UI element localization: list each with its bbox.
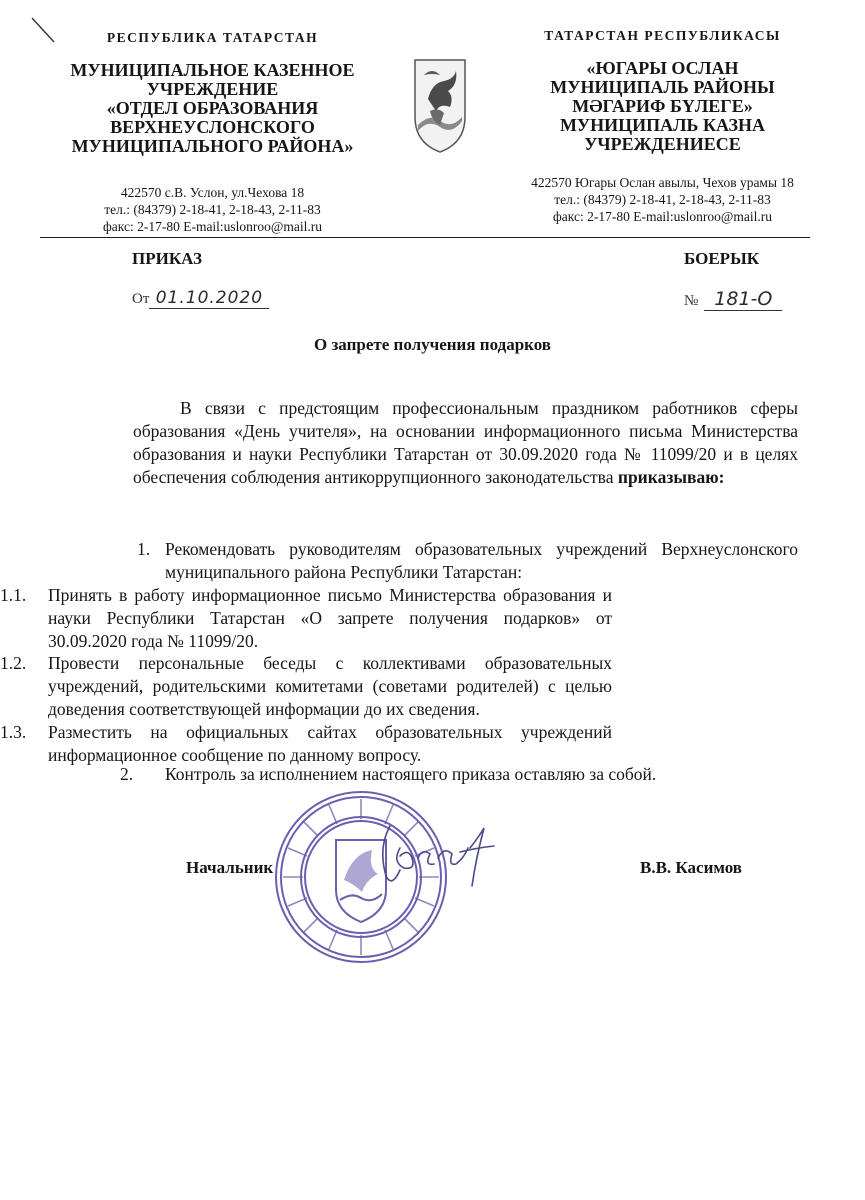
order-date [132, 288, 269, 309]
list-item-text: Контроль за исполнением настоящего приказа оставляю за собой. [165, 764, 657, 784]
preamble-text: В связи с предстоящим профессиональным праздником работников сферы образования «День учителя», на основании информационного письма Министерства образования и науки Республики Татарстан от 30.09.2020 года № 11099/20 и в целях обеспечения соблюдения антикоррупционного законодательства [133, 398, 798, 487]
list-item-text: Рекомендовать руководителям образовательных учреждений Верхнеуслонского муниципального района Республики Татарстан: [165, 539, 798, 582]
list-item-number: 2. [120, 764, 134, 784]
org-line: МӘГАРИФ БҮЛЕГЕ» [572, 96, 753, 116]
header-left [40, 30, 385, 235]
phone-line: тел.: (84379) 2-18-41, 2-18-43, 2-11-83 [104, 202, 321, 217]
sub-list-item [0, 721, 612, 767]
address-line: 422570 Югары Ослан авылы, Чехов урамы 18 [531, 175, 794, 190]
org-line: МУНИЦИПАЛЬНОГО РАЙОНА» [71, 136, 354, 156]
signer-role: Начальник [186, 858, 274, 877]
phone-line: тел.: (84379) 2-18-41, 2-18-43, 2-11-83 [554, 192, 771, 207]
fax-email-line: факс: 2-17-80 E-mail:uslonroo@mail.ru [553, 209, 772, 224]
list-item [120, 763, 798, 786]
sub-item-number: 1.2. [0, 653, 27, 673]
number-value: 181-О [704, 288, 782, 311]
republic-name-tt: ТАТАРСТАН РЕСПУБЛИКАСЫ [544, 28, 781, 43]
sub-list-item [0, 584, 612, 653]
org-name-tt [480, 59, 845, 154]
header-right [480, 28, 845, 225]
district-coat-of-arms-icon [410, 55, 470, 155]
org-line: УЧРЕЖДЕНИЕ [146, 79, 279, 99]
org-line: МУНИЦИПАЛЬНОЕ КАЗЕННОЕ [70, 60, 355, 80]
order-label-ru: ПРИКАЗ [132, 249, 202, 268]
org-line: УЧРЕЖДЕНИЕСЕ [584, 134, 741, 154]
number-prefix: № [684, 293, 699, 309]
list-item-number: 1. [137, 539, 151, 559]
order-number [684, 288, 782, 311]
org-line: МУНИЦИПАЛЬ РАЙОНЫ [550, 77, 775, 97]
list-item [133, 538, 798, 584]
preamble-paragraph [133, 397, 798, 489]
date-value: 01.10.2020 [149, 288, 269, 309]
org-line: ВЕРХНЕУСЛОНСКОГО [110, 117, 315, 137]
sub-item-text: Разместить на официальных сайтах образовательных учреждений информационное сообщение по данному вопросу. [48, 722, 612, 765]
sub-item-number: 1.3. [0, 722, 27, 742]
fax-email-line: факс: 2-17-80 E-mail:uslonroo@mail.ru [103, 219, 322, 234]
sub-item-text: Принять в работу информационное письмо Министерства образования и науки Республики Татарстан «О запрете получения подарков» от 30.09.2020 года № 11099/20. [48, 585, 612, 651]
address-line: 422570 с.В. Услон, ул.Чехова 18 [120, 185, 305, 200]
date-prefix: От [132, 291, 150, 307]
signer-name: В.В. Касимов [640, 858, 742, 877]
org-line: «ЮГАРЫ ОСЛАН [586, 58, 739, 78]
sub-item-text: Провести персональные беседы с коллективами образовательных учреждений, родительскими комитетами (советами родителей) с целью доведения соответствующей информации до их сведения. [48, 653, 612, 719]
org-line: МУНИЦИПАЛЬ КАЗНА [559, 115, 766, 135]
address-ru [40, 184, 385, 235]
org-line: «ОТДЕЛ ОБРАЗОВАНИЯ [106, 98, 319, 118]
sub-list-item [0, 652, 612, 721]
org-name-ru [40, 61, 385, 156]
order-label-tt: БОЕРЫК [684, 249, 760, 268]
republic-name-ru: РЕСПУБЛИКА ТАТАРСТАН [106, 30, 319, 45]
sub-item-number: 1.1. [0, 585, 27, 605]
document-title: О запрете получения подарков [314, 335, 551, 354]
header-divider [40, 237, 810, 238]
address-tt [480, 174, 845, 225]
preamble-directive: приказываю: [617, 467, 725, 487]
handwritten-signature [360, 818, 510, 898]
